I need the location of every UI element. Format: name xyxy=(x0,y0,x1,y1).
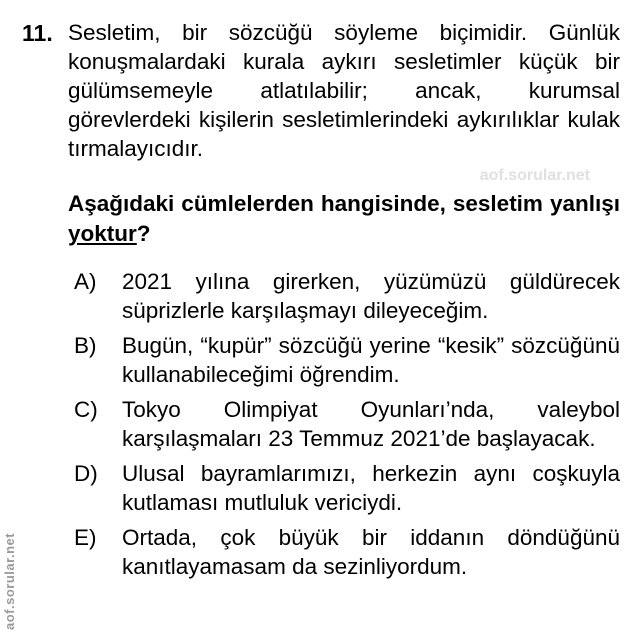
option-text: Tokyo Olimpiyat Oyunları’nda, valeybol karşılaşmaları 23 Temmuz 2021’de başlayacak. xyxy=(122,397,620,451)
question-stem: Sesletim, bir sözcüğü söyleme biçimidir. Günlük konuşmalardaki kurala aykırı sesletimler küçük bir gülümsemeyle atlatılabilir; ancak, kurumsal görevlerdeki kişilerin sesletimlerindeki aykırılıklar kulak tırmalayıcıdır. xyxy=(68,20,620,161)
watermark: aof.sorular.net xyxy=(479,167,590,184)
question-body xyxy=(68,18,620,587)
option-letter: C) xyxy=(74,397,98,422)
option-text: Bugün, “kupür” sözcüğü yerine “kesik” sözcüğünü kullanabileceğimi öğrendim. xyxy=(122,333,620,387)
option-c[interactable] xyxy=(74,395,620,453)
question-prompt xyxy=(68,189,620,249)
option-e[interactable] xyxy=(74,523,620,581)
prompt-text: Aşağıdaki cümlelerden hangisinde, sesletim yanlışı xyxy=(68,191,620,216)
option-text: Ortada, çok büyük bir iddanın döndüğünü kanıtlayamasam da sezinliyordum. xyxy=(122,525,620,579)
option-a[interactable] xyxy=(74,267,620,325)
question-number: 11. xyxy=(22,20,53,46)
option-b[interactable] xyxy=(74,331,620,389)
prompt-end: ? xyxy=(136,221,151,246)
prompt-underlined: yoktur xyxy=(68,221,137,246)
option-text: Ulusal bayramlarımızı, herkezin aynı coşkuyla kutlaması mutluluk vericiydi. xyxy=(122,461,620,515)
option-letter: A) xyxy=(74,269,97,294)
option-letter: B) xyxy=(74,333,97,358)
option-letter: D) xyxy=(74,461,98,486)
option-d[interactable] xyxy=(74,459,620,517)
option-letter: E) xyxy=(74,525,97,550)
option-text: 2021 yılına girerken, yüzümüzü güldürecek süprizlerle karşılaşmayı dileyeceğim. xyxy=(122,269,620,323)
side-watermark: aof.sorular.net xyxy=(2,532,17,630)
